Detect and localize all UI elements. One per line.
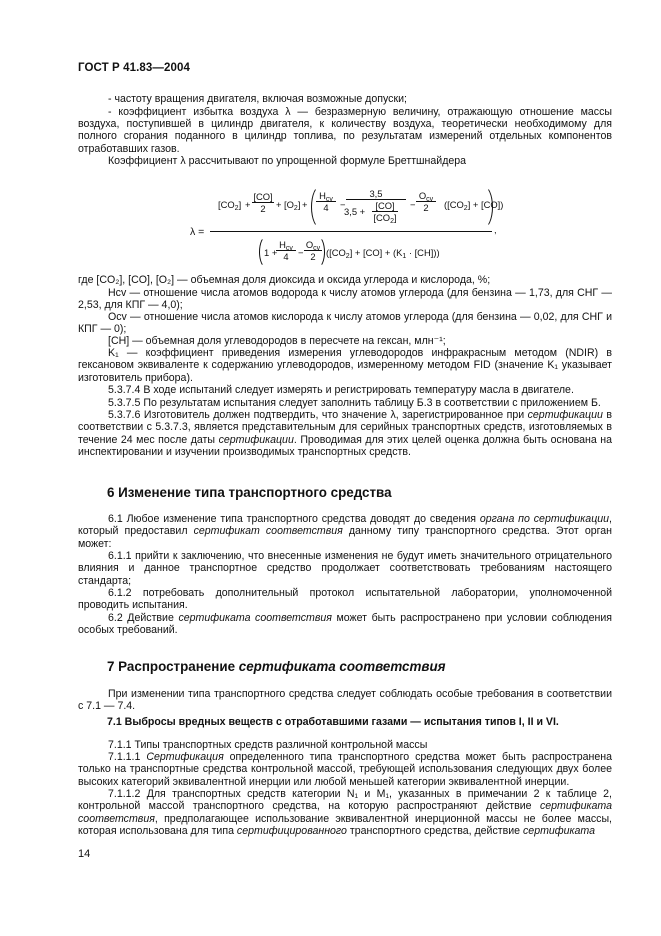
section-6-title: 6 Изменение типа транспортного средства [107, 485, 392, 500]
clause-5-3-7-4: 5.3.7.4 В ходе испытаний следует измерять и регистрировать температуру масла в двигателе. [108, 384, 574, 396]
formula-minus: − [340, 199, 346, 210]
formula-term-co2: $[CO_2]$ [218, 199, 242, 212]
formula-plus: + [245, 199, 251, 210]
formula-plus: + [302, 199, 308, 210]
formula-frac-hcv-4: $H_{cv}$ 4 [316, 190, 336, 213]
formula-frac-co-2: $\frac{[CO]}{2}$ [253, 191, 273, 214]
para-7-intro: При изменении типа транспортного средства следует соблюдать особые требования в соответствии с 7.1 — 7.4. [78, 688, 612, 713]
para-6-1-2: 6.1.2 потребовать дополнительный протокол испытательной лаборатории, уполномоченной проводить испытания. [78, 587, 612, 612]
formula-main-fraction-line [210, 231, 492, 232]
formula-comma: , [494, 224, 497, 235]
intro-line-1: - частоту вращения двигателя, включая возможные допуски; [108, 93, 407, 105]
clause-5-3-7-5: 5.3.7.5 По результатам испытания следует заполнить таблицу Б.3 в соответствии с приложением Б. [108, 397, 601, 409]
formula-plus: + [276, 199, 282, 210]
formula-lambda: λ = [190, 226, 205, 238]
para-6-2: 6.2 Действие сертификата соответствия может быть распространено при условии соблюдения особых требований. [78, 612, 612, 637]
definition-co2-co-o2: где [CO₂], [CO], [O₂] — объемная доля диоксида и оксида углерода и кислорода, %; [78, 274, 491, 286]
formula-frac-35: 3,5 3,5 + [CO] $[CO_2]$ [346, 188, 406, 228]
formula-frac-ocv-2-denominator: $O_{cv}$ 2 [305, 239, 321, 262]
formula-term-o2: $[O_2]$ [284, 199, 301, 212]
para-7-1-1-2: 7.1.1.2 Для транспортных средств категории N₁ и M₁, указанных в примечании 2 к таблице 2, контрольной массой транспортного средства, на которую распространяют действие сертификата соответствия, предполагающее использование эквивалентной инерционной массы не более массы, которая использована для типа сертифицированного транспортного средства, действие сертификата [78, 788, 612, 838]
formula-minus: − [298, 247, 304, 258]
para-7-1-1-1: 7.1.1.1 Сертификация определенного типа транспортного средства может быть распространена только на транспортные средства контрольной массой, требующей использования следующих двух более высоких категорий эквивалентной инерции или любой меньшей категории эквивалентной инерции. [78, 751, 613, 788]
formula-one-plus: 1 + [264, 247, 278, 258]
formula-bottom-tail: $([CO_2] + [CO] + (K_1 \cdot [CH]))$ [326, 247, 440, 260]
formula-top-tail: $([CO_2] + [CO])$ [444, 199, 504, 212]
intro-line-3: Коэффициент λ рассчитывают по упрощенной формуле Бреттшнайдера [108, 155, 467, 167]
section-7-title: 7 Распространение сертификата соответствия [107, 659, 446, 674]
intro-line-2: - коэффициент избытка воздуха λ — безразмерную величину, отражающую отношение массы воздуха, поступившей в цилиндр двигателя, к количеству воздуха, теоретически необходимому для полного сгорания поданного в цилиндр топлива, по результатам измерений отдельных компонентов отработавших газов. [78, 105, 612, 155]
definition-ch: [CH] — объемная доля углеводородов в пересчете на гексан, млн⁻¹; [108, 335, 446, 347]
para-7-1-1: 7.1.1 Типы транспортных средств различной контрольной массы [108, 739, 428, 751]
para-6-1: 6.1 Любое изменение типа транспортного средства доводят до сведения органа по сертификации, который предоставил сертификат соответствия данному типу транспортного средства. Этот орган может: [78, 513, 612, 550]
para-6-1-1: 6.1.1 прийти к заключению, что внесенные изменения не будут иметь значительного отрицательного влияния и данное транспортное средство продолжает соответствовать требованиям настоящего стандарта; [78, 550, 612, 587]
page-number: 14 [78, 848, 91, 860]
clause-5-3-7-6: 5.3.7.6 Изготовитель должен подтвердить, что значение λ, зарегистрированное при сертификации в соответствии с 5.3.7.3, является представительным для серийных транспортных средств, изготовляемых в течение 24 мес после даты сертификации. Проводимая для этих целей оценка должна быть основана на инспектировании и изучении производимых транспортных средств. [78, 409, 613, 459]
definition-k1: K₁ — коэффициент приведения измерения углеводородов инфракрасным методом (NDIR) в гексановом эквиваленте к содержанию углеводородов, измеренному методом FID (значение K₁ указывает изготовитель прибора). [78, 347, 612, 384]
definition-ocv: Ocv — отношение числа атомов кислорода к числу атомов углерода (для бензина — 0,02, для СНГ и КПГ — 0); [78, 311, 612, 336]
document-header-code: ГОСТ Р 41.83—2004 [78, 62, 190, 74]
subsection-7-1-title: 7.1 Выбросы вредных веществ с отработавшими газами — испытания типов I, II и VI. [107, 716, 559, 728]
formula-frac-ocv-2: $O_{cv}$ 2 [416, 190, 436, 213]
formula-frac-hcv-4-denominator: $H_{cv}$ 4 [276, 239, 296, 262]
definition-hcv: Hcv — отношение числа атомов водорода к числу атомов углерода (для бензина — 1,73, для СНГ — 2,53, для КПГ — 4,0); [78, 287, 612, 312]
formula-minus: − [410, 199, 416, 210]
